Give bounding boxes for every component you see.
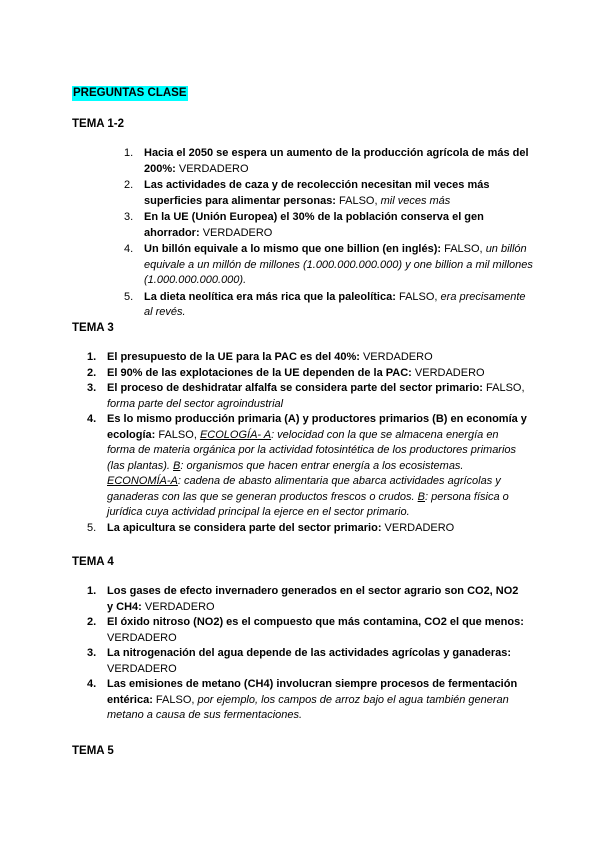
item-number: 3. — [87, 647, 97, 659]
answer-text: VERDADERO — [362, 351, 433, 363]
section-heading-tema-4: TEMA 4 — [72, 556, 114, 568]
question-item — [124, 242, 534, 289]
page-title: PREGUNTAS CLASE — [73, 87, 187, 99]
question-text: Hacia el 2050 se espera un aumento de la producción agrícola de más del 200%: — [144, 147, 529, 175]
question-list-tema-3 — [87, 350, 527, 536]
answer-text: FALSO, — [155, 693, 195, 706]
question-list-tema-1-2 — [124, 146, 534, 322]
question-item — [87, 584, 527, 615]
item-number: 5. — [87, 521, 97, 534]
question-item — [124, 210, 534, 241]
question-text: La apicultura se considera parte del sector primario: — [107, 521, 382, 534]
item-number: 1. — [124, 147, 134, 159]
item-number: 1. — [87, 351, 97, 363]
section-heading-tema-5: TEMA 5 — [72, 745, 114, 757]
answer-note: un billón equivale a un millón de millones (1.000.000.000.000) y one billion a mil millones (1.000.000.000.000). — [144, 243, 533, 286]
answer-text: FALSO, — [158, 428, 197, 441]
question-item — [87, 412, 527, 521]
question-item — [124, 178, 534, 209]
answer-note: por ejemplo, los campos de arroz bajo el agua también generan metano a causa de sus fermentaciones. — [107, 693, 509, 721]
economia-a-text: : cadena de abasto alimentaria que abarca actividades agrícolas y ganaderas con las que se generan productos frescos o crudos. — [107, 475, 501, 503]
ecologia-b-label: B — [173, 459, 181, 472]
question-text: El óxido nitroso (NO2) es el compuesto que más contamina, CO2 el que menos: — [107, 616, 524, 628]
answer-text: VERDADERO — [107, 631, 177, 644]
question-list-tema-4 — [87, 584, 527, 724]
ecologia-b-text: : organismos que hacen entrar energía a los ecosistemas. — [180, 459, 464, 472]
item-number: 4. — [87, 413, 97, 425]
item-number: 2. — [124, 179, 134, 191]
question-item — [124, 146, 534, 177]
question-text: El presupuesto de la UE para la PAC es del 40%: — [107, 351, 360, 363]
question-item — [87, 646, 527, 677]
answer-text: VERDADERO — [107, 662, 177, 675]
question-text: Los gases de efecto invernadero generados en el sector agrario son CO2, NO2 y CH4: — [107, 585, 519, 613]
economia-label: ECONOMÍA-A — [107, 475, 178, 487]
question-item — [87, 381, 527, 412]
answer-text: VERDADERO — [178, 162, 249, 175]
question-text: En la UE (Unión Europea) el 30% de la población conserva el gen ahorrador: — [144, 211, 484, 239]
question-item — [87, 366, 527, 382]
answer-text: FALSO, — [339, 194, 378, 207]
item-number: 5. — [124, 290, 134, 303]
question-text: La nitrogenación del agua depende de las actividades agrícolas y ganaderas: — [107, 647, 512, 659]
answer-text: VERDADERO — [384, 521, 455, 534]
item-number: 4. — [87, 678, 97, 690]
economia-b-label: B — [417, 490, 425, 503]
item-number: 3. — [87, 382, 97, 394]
item-number: 3. — [124, 211, 134, 223]
answer-text: FALSO, — [486, 382, 525, 394]
item-number: 1. — [87, 585, 97, 597]
answer-text: FALSO, — [398, 290, 438, 303]
ecologia-label: ECOLOGÍA- A — [199, 428, 272, 441]
economia-b-text: : persona física o jurídica cuya actividad principal la ejerce en el sector primario. — [107, 490, 509, 518]
question-text: Un billón equivale a lo mismo que one billion (en inglés): — [144, 243, 442, 255]
question-text: Las actividades de caza y de recolección necesitan mil veces más superficies para alimentar personas: — [144, 179, 490, 207]
question-item — [87, 615, 527, 646]
item-number: 2. — [87, 616, 97, 628]
item-number: 2. — [87, 366, 97, 379]
question-text: Es lo mismo producción primaria (A) y productores primarios (B) en economía y ecología: — [107, 413, 527, 441]
section-heading-tema-3: TEMA 3 — [72, 322, 114, 334]
answer-text: VERDADERO — [414, 366, 485, 379]
answer-note: forma parte del sector agroindustrial — [107, 397, 284, 410]
question-text: El proceso de deshidratar alfalfa se considera parte del sector primario: — [107, 382, 483, 394]
answer-text: FALSO, — [444, 243, 483, 255]
answer-note: mil veces más — [380, 194, 451, 207]
question-text: Las emisiones de metano (CH4) involucran siempre procesos de fermentación entérica: — [107, 678, 518, 706]
question-item — [87, 677, 527, 724]
question-item — [87, 350, 527, 366]
question-text: La dieta neolítica era más rica que la paleolítica: — [144, 290, 396, 303]
question-item — [124, 290, 534, 321]
answer-note: era precisamente al revés. — [144, 290, 526, 318]
item-number: 4. — [124, 243, 134, 255]
question-item — [87, 521, 527, 537]
ecologia-a-text: : velocidad con la que se almacena energía en forma de materia orgánica por la actividad fotosintética de los productores primarios (las plantas). — [107, 428, 517, 472]
section-heading-tema-1-2: TEMA 1-2 — [72, 118, 124, 130]
answer-text: VERDADERO — [202, 226, 273, 239]
answer-text: VERDADERO — [144, 600, 215, 613]
question-text: El 90% de las explotaciones de la UE dependen de la PAC: — [107, 366, 412, 379]
